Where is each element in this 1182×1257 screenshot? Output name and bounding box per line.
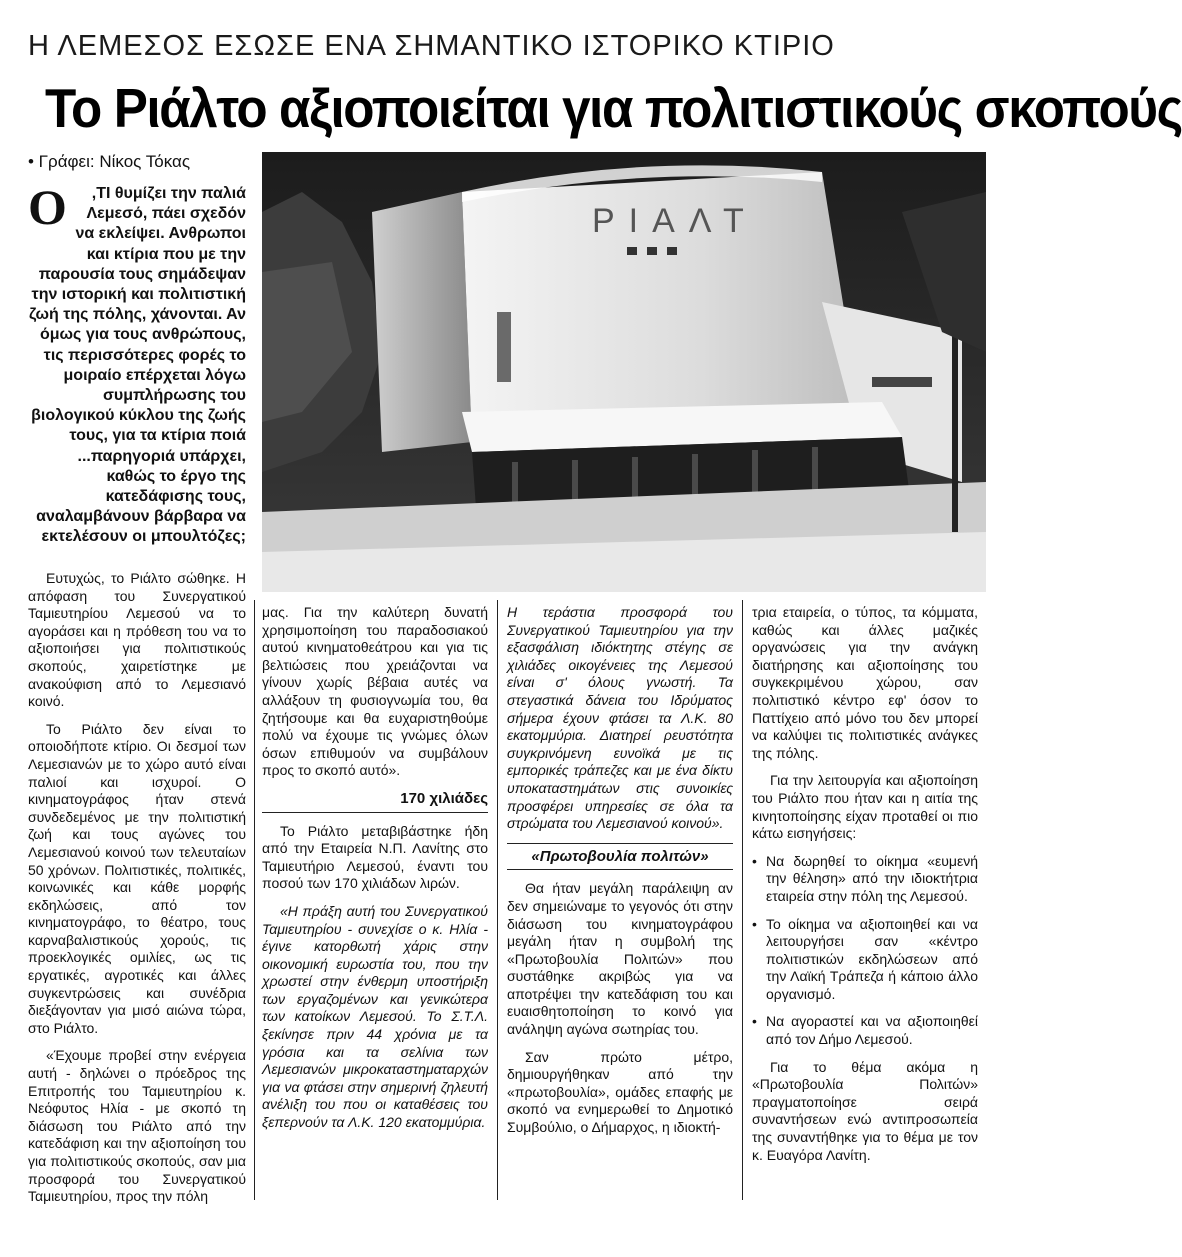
col1-paragraph-2: Το Ριάλτο δεν είναι το οποιοδήποτε κτίριο. Οι δεσμοί των Λεμεσιανών με το χώρο αυτό είναι παλιοί και ισχυροί. Ο κινηματογράφος ήταν στενά συνδεδεμένος με την πολιτιστική ζωή και τους αγώνες του Λεμεσιανού κοινού των τελευταίων 50 χρόνων. Πολιτιστικές, πολιτικές, κοινωνικές και κάθε μορφής εκδηλώσεις, από τον κινηματογράφο, το θέατρο, τους καρναβαλιστικούς χορούς, τις προεκλογικές ομιλίες, ως τις εργατικές, αγροτικές και άλλες συγκεντρώσεις και συνέδρια διεξάγονταν για μισό αιώνα τώρα, στο Ριάλτο. bbox=[28, 720, 246, 1036]
col3-paragraph-3: Σαν πρώτο μέτρο, δημιουργήθηκαν από την «πρωτοβουλία», ομάδες επαφής με σκοπό να ενημερωθεί το Δημοτικό Συμβούλιο, ο Δήμαρχος, η ιδιοκτή- bbox=[507, 1048, 733, 1136]
col2-paragraph-2: Το Ριάλτο μεταβιβάστηκε ήδη από την Εταιρεία Ν.Π. Λανίτης στο Ταμιευτήριο Λεμεσού, έναντι του ποσού των 170 χιλιάδων λιρών. bbox=[262, 822, 488, 892]
column-rule-1 bbox=[254, 600, 255, 1200]
subheading-citizens-initiative: «Πρωτοβουλία πολιτών» bbox=[507, 843, 733, 871]
col4-bullet-2: • Το οίκημα να αξιοποιηθεί και να λειτουργήσει σαν «κέντρο πολιτιστικών εκδηλώσεων από την Λαϊκή Τράπεζα ή κάποιο άλλο οργανισμό. bbox=[752, 916, 978, 1004]
lead-paragraph bbox=[28, 179, 246, 548]
col4-bullet-1: • Να δωρηθεί το οίκημα «ευμενή την θέληση» από την ιδιοκτήτρια εταιρεία στην πόλη της Λεμεσού. bbox=[752, 853, 978, 906]
vertical-sign bbox=[497, 312, 511, 382]
column-rule-2 bbox=[497, 600, 498, 1200]
drop-cap: Ο bbox=[28, 179, 67, 235]
column-rule-3 bbox=[742, 600, 743, 1200]
kicker: Η ΛΕΜΕΣΟΣ ΕΣΩΣΕ ΕΝΑ ΣΗΜΑΝΤΙΚΟ ΙΣΤΟΡΙΚΟ ΚΤΙΡΙΟ bbox=[28, 30, 835, 62]
column-3 bbox=[507, 604, 733, 1147]
subheading-170-thousand: 170 χιλιάδες bbox=[262, 790, 488, 813]
col3-paragraph-2: Θα ήταν μεγάλη παράλειψη αν δεν σημειώναμε το γεγονός ότι στην διάσωση του κινηματογράφου μεγάλη ήταν η συμβολή της «Πρωτοβουλία Πολιτών» που συστάθηκε ακριβώς για να αποτρέψει την κατεδάφιση του και ευαισθητοποίηση το κοινό για ανάληψη αγώνα σωτηρίας του. bbox=[507, 880, 733, 1038]
byline: • Γράφει: Νίκος Τόκας bbox=[28, 152, 191, 171]
col4-paragraph-3: Για το θέμα ακόμα η «Πρωτοβουλία Πολιτών» πραγματοποίησε σειρά συναντήσεων ενώ αντιπροσωπεία της συναντήθηκε για το θέμα με τον κ. Ευαγόρα Λανίτη. bbox=[752, 1058, 978, 1163]
sign-text: ΡΙΑΛΤ bbox=[592, 202, 758, 240]
headline: Το Ριάλτο αξιοποιείται για πολιτιστικούς σκοπούς bbox=[45, 77, 1182, 139]
col2-paragraph-3: «Η πράξη αυτή του Συνεργατικού Ταμιευτηρίου - συνεχίσε ο κ. Ηλία - έγινε κατορθωτή χάρις στην οικονομική ευρωστία του, που την χρωστεί στην ένθερμη υποστήριξη των εργαζομένων και γενικώτερα των κατοίκων Λεμεσού. Το Σ.Τ.Λ. ξεκίνησε πριν 44 χρόνια με τα γρόσια και τα σελίνια των Λεμεσιανών μικροκαταστηματαρχών για να φτάσει στην σημερινή ζηλευτή ανέλιξη του που οι καταθέσεις του ξεπερνούν τα Λ.Κ. 120 εκατομμύρια. bbox=[262, 902, 488, 1131]
col4-paragraph-1: τρια εταιρεία, ο τύπος, τα κόμματα, καθώς και άλλες μαζικές οργανώσεις για την ανάγκη διατήρησης και αξιοποίησης του συγκεκριμένου χώρου, σαν πολιτιστικό κέντρο εφ' όσον το Παττίχειο από μόνο του δεν μπορεί να καλύψει τις πολιτιστικές ανάγκες της πόλης. bbox=[752, 604, 978, 761]
rialto-building-image bbox=[262, 152, 986, 592]
column-4 bbox=[752, 604, 978, 1174]
column-1 bbox=[28, 570, 246, 1216]
rialto-photo bbox=[262, 152, 986, 592]
building-side-wall bbox=[372, 192, 472, 452]
col2-paragraph-1: μας. Για την καλύτερη δυνατή χρησιμοποίηση του παραδοσιακού αυτού κινηματοθεάτρου και για τις βελτιώσεις που χρειάζονται να γίνουν χωρίς βέβαια αυτές να αλλάξουν τη φυσιογνωμία του, θα ζητήσουμε και θα ευχαριστηθούμε πολύ να έχουμε τις γνώμες όλων όσων επιθυμούν να συμβάλουν προς το σκοπό αυτό». bbox=[262, 604, 488, 779]
col1-paragraph-1: Ευτυχώς, το Ριάλτο σώθηκε. Η απόφαση του Συνεργατικού Ταμιευτηρίου Λεμεσού να το αγοράσει και η πρόθεση του να το αξιοποιήσει για πολιτιστικούς σκοπούς, χαιρετίστηκε με ανακούφιση από το Λεμεσιανό κοινό. bbox=[28, 570, 246, 710]
col4-bullet-3: • Να αγοραστεί και να αξιοποιηθεί από τον Δήμο Λεμεσού. bbox=[752, 1013, 978, 1048]
lead-text: ,ΤΙ θυμίζει την παλιά Λεμεσό, πάει σχεδόν να εκλείψει. Ανθρωποι και κτίρια που με την παρουσία τους σημάδεψαν την ιστορική και πολιτιστική ζωή της πόλης, χάνονται. Αν όμως για τους ανθρώπους, τις περισσότερες φορές το μοιραίο επέρχεται λόγω συμπλήρωσης του βιολογικού κύκλου της ζωής τους, για τα κτίρια ποιά ...παρηγοριά υπάρχει, καθώς το έργο της κατεδάφισης τους, αναλαμβάνουν βάρβαρα να εκτελέσουν οι μπουλτόζες; bbox=[29, 185, 246, 546]
col3-paragraph-1: Η τεράστια προσφορά του Συνεργατικού Ταμιευτηρίου για την εξασφάλιση ιδιόκτητης στέγης σε χιλιάδες οικογένειες της Λεμεσού είναι σ' όλους γνωστή. Τα στεγαστικά δάνεια του Ιδρύματος σήμερα έχουν φτάσει τα Λ.Κ. 80 εκατομμύρια. Διατηρεί ρευστότητα συγκρινόμενη ευνοϊκά με τις εμπορικές τράπεζες και με ένα δίκτυ υποκαταστημάτων στις συνοικίες προσφέρει υπηρεσίες σε όλα τα στρώματα του Λεμεσιανού κοινού». bbox=[507, 604, 733, 832]
col4-paragraph-2: Για την λειτουργία και αξιοποίηση του Ριάλτο που ήταν και η αιτία της κινητοποίησης είχαν προταθεί οι πιο κάτω εισηγήσεις: bbox=[752, 772, 978, 842]
column-2 bbox=[262, 604, 488, 1142]
col1-paragraph-3: «Έχουμε προβεί στην ενέργεια αυτή - δηλώνει ο πρόεδρος της Επιτροπής του Ταμιευτηρίου κ. Νεόφυτος Ηλία - με σκοπό τη διάσωση του Ριάλτο από την κατεδάφιση και την αξιοποίηση του για πολιτιστικούς σκοπούς, σαν μια προσφορά του Συνεργατικού Ταμιευτηρίου, προς την πόλη bbox=[28, 1047, 246, 1205]
